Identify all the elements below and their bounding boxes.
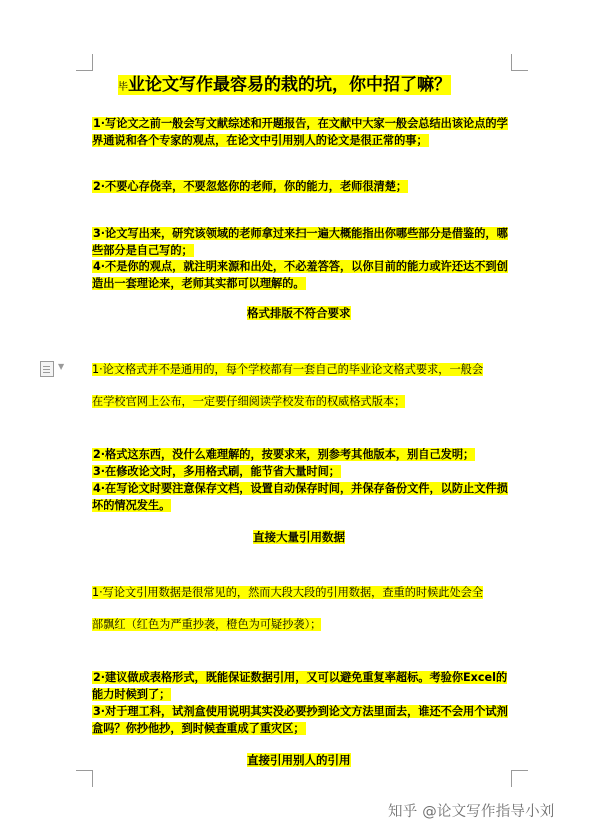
page-corner-mark-top-left bbox=[76, 54, 93, 71]
paragraph-s2-p2: 2·格式这东西，没什么难理解的，按要求来，别参考其他版本，别自己发明； bbox=[93, 448, 475, 461]
section-heading-format: 格式排版不符合要求 bbox=[247, 306, 351, 320]
chevron-down-icon[interactable]: ▼ bbox=[58, 362, 65, 371]
paragraph-s2-p1b: 在学校官网上公布，一定要仔细阅读学校发布的权威格式版本； bbox=[92, 395, 406, 408]
paragraph-s2-p1a: 1·论文格式并不是通用的，每个学校都有一套自己的毕业论文格式要求，一般会 bbox=[92, 363, 484, 376]
page-corner-mark-bottom-left bbox=[76, 770, 93, 787]
title-prefix: 毕 bbox=[118, 82, 128, 93]
document-title bbox=[118, 72, 488, 98]
paragraph-s3-p2: 2·建议做成表格形式，既能保证数据引用，又可以避免重复率超标。考验你Excel的能力时候到了； bbox=[92, 671, 508, 701]
paragraph-s1-p4: 4·不是你的观点，就注明来源和出处，不必羞答答，以你目前的能力或许还达不到创造出一套理论来，老师其实都可以理解的。 bbox=[92, 260, 508, 290]
title-text: 业论文写作最容易的栽的坑，你中招了嘛？ bbox=[128, 75, 451, 95]
page-corner-mark-bottom-right bbox=[511, 770, 528, 787]
paragraph-s3-p1a: 1·写论文引用数据是很常见的，然而大段大段的引用数据，查重的时候此处会全 bbox=[92, 586, 484, 599]
paragraph-s1-p1: 1·写论文之前一般会写文献综述和开题报告，在文献中大家一般会总结出该论点的学界通说和各个专家的观点，在论文中引用别人的论文是很正常的事； bbox=[92, 117, 508, 147]
page-corner-mark-top-right bbox=[511, 54, 528, 71]
paragraph-s1-p3: 3·论文写出来，研究该领域的老师拿过来扫一遍大概能指出你哪些部分是借鉴的，哪些部分是自己写的； bbox=[92, 227, 508, 257]
paragraph-s2-p3: 3·在修改论文时，多用格式刷，能节省大量时间； bbox=[93, 465, 340, 478]
paragraph-s3-p3: 3·对于理工科，试剂盒使用说明其实没必要抄到论文方法里面去，谁还不会用个试剂盒吗？你抄他抄，到时候查重成了重灾区； bbox=[92, 705, 508, 735]
document-icon[interactable] bbox=[40, 361, 54, 377]
paragraph-s1-p2: 2·不要心存侥幸，不要忽悠你的老师，你的能力，老师很清楚； bbox=[93, 180, 408, 193]
section-heading-data: 直接大量引用数据 bbox=[253, 530, 345, 544]
paragraph-s2-p4: 4·在写论文时要注意保存文档，设置自动保存时间，并保存备份文件，以防止文件损坏的情况发生。 bbox=[92, 482, 508, 512]
paragraph-s3-p1b: 部飘红（红色为严重抄袭，橙色为可疑抄袭）； bbox=[92, 618, 322, 631]
zhihu-watermark: 知乎 @论文写作指导小刘 bbox=[388, 804, 555, 820]
section-heading-citation: 直接引用别人的引用 bbox=[247, 753, 351, 767]
